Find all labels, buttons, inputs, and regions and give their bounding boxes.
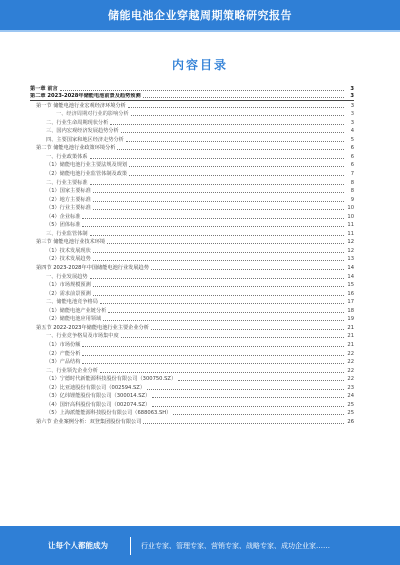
toc-entry-page: 14 [347, 273, 354, 280]
toc-entry-label: （3）亿纬锂能股份有限公司（300014.SZ） [46, 393, 151, 400]
toc-entry[interactable] [30, 195, 354, 204]
toc-entry[interactable] [30, 366, 354, 375]
toc-entry-label: 第二节 储能电池行业政策环境分析 [36, 145, 116, 152]
toc-entry[interactable] [30, 118, 354, 127]
toc-leader-dots [90, 235, 344, 236]
toc-entry[interactable] [30, 212, 354, 221]
toc-entry-page: 3 [350, 111, 354, 118]
toc-entry[interactable] [30, 161, 354, 170]
toc-leader-dots [147, 389, 344, 390]
toc-entry[interactable] [30, 187, 354, 196]
toc-leader-dots [93, 201, 344, 202]
toc-entry-label: （1）储能电池产业链分析 [46, 307, 107, 314]
toc-entry-page: 22 [347, 359, 354, 366]
toc-entry-label: （1）技术发展现状 [46, 247, 91, 254]
toc-leader-dots [110, 124, 344, 125]
toc-leader-dots [151, 269, 344, 270]
toc-entry-page: 11 [347, 230, 354, 237]
toc-leader-dots [173, 414, 344, 415]
toc-leader-dots [90, 278, 344, 279]
toc-entry[interactable] [30, 409, 354, 418]
toc-entry-page: 10 [347, 205, 354, 212]
toc-leader-dots [128, 107, 344, 108]
toc-leader-dots [93, 252, 344, 253]
header-divider [0, 30, 400, 32]
toc-entry-label: 一、行业竞争格局及市场集中度 [46, 333, 119, 340]
toc-entry[interactable] [30, 323, 354, 332]
toc-entry-page: 13 [347, 256, 354, 263]
toc-entry-label: 二、储能电池竞争格局 [46, 299, 98, 306]
toc-entry-page: 12 [347, 247, 354, 254]
toc-entry-page: 18 [347, 307, 354, 314]
toc-entry-page: 26 [347, 418, 354, 425]
toc-entry[interactable] [30, 417, 354, 426]
toc-entry-page: 7 [350, 171, 354, 178]
toc-leader-dots [151, 329, 344, 330]
toc-leader-dots [129, 166, 344, 167]
toc-entry-page: 10 [347, 213, 354, 220]
toc-entry[interactable] [30, 332, 354, 341]
toc-entry[interactable] [30, 238, 354, 247]
toc-entry[interactable] [30, 375, 354, 384]
toc-entry[interactable] [30, 144, 354, 153]
toc-leader-dots [93, 260, 344, 261]
toc-entry-label: （1）储能电池行业主要法规及规划 [46, 162, 128, 169]
toc-entry-page: 8 [350, 188, 354, 195]
toc-entry[interactable] [30, 289, 354, 298]
toc-entry-page: 23 [347, 384, 354, 391]
toc-entry[interactable] [30, 204, 354, 213]
toc-heading: 内容目录 [171, 58, 228, 72]
toc-entry[interactable] [30, 255, 354, 264]
toc-entry-label: 第五节 2022-2023年储能电池行业主要企业分析 [36, 324, 149, 331]
toc-entry-page: 9 [350, 196, 354, 203]
toc-entry[interactable] [30, 110, 354, 119]
toc-entry-page: 14 [347, 265, 354, 272]
toc-entry-label: （2）储能电池应用领域 [46, 316, 102, 323]
toc-entry-page: 3 [350, 85, 354, 92]
toc-entry-page: 22 [347, 367, 354, 374]
toc-entry[interactable] [30, 358, 354, 367]
toc-entry-page: 3 [350, 119, 354, 126]
footer-divider [130, 537, 131, 555]
toc-entry[interactable] [30, 400, 354, 409]
toc-entry[interactable] [30, 84, 354, 93]
toc-leader-dots [82, 363, 344, 364]
toc-entry[interactable] [30, 383, 354, 392]
toc-entry[interactable] [30, 306, 354, 315]
toc-leader-dots [126, 141, 344, 142]
toc-entry-page: 21 [347, 341, 354, 348]
toc-entry[interactable] [30, 246, 354, 255]
toc-entry-page: 5 [350, 136, 354, 143]
toc-leader-dots [117, 149, 344, 150]
toc-entry-label: （2）地方主要标准 [46, 196, 91, 203]
toc-entry[interactable] [30, 93, 354, 102]
toc-entry[interactable] [30, 135, 354, 144]
toc-entry[interactable] [30, 298, 354, 307]
toc-entry-label: 第六节 企业案例分析：双登集团股份有限公司 [36, 418, 142, 425]
toc-entry-label: 一、经济周期对行业的影响分析 [56, 111, 129, 118]
toc-entry-label: （2）产能分析 [46, 350, 81, 357]
toc-entry-page: 8 [350, 179, 354, 186]
table-of-contents [30, 84, 354, 426]
toc-leader-dots [121, 337, 344, 338]
toc-entry-label: （4）国轩高科股份有限公司（002074.SZ） [46, 401, 151, 408]
toc-leader-dots [152, 397, 344, 398]
toc-entry[interactable] [30, 229, 354, 238]
toc-entry[interactable] [30, 221, 354, 230]
toc-entry[interactable] [30, 127, 354, 136]
toc-entry[interactable] [30, 340, 354, 349]
toc-entry-label: （4）企业标准 [46, 213, 81, 220]
toc-entry-label: （3）行业主要标准 [46, 205, 91, 212]
toc-leader-dots [90, 158, 344, 159]
toc-leader-dots [93, 286, 344, 287]
toc-entry-label: 第二章 2023-2028年储能电池前景及趋势预测 [30, 93, 141, 100]
report-header [0, 0, 400, 30]
toc-leader-dots [121, 132, 344, 133]
toc-entry-label: 第一节 储能电池行业宏观经济环境分析 [36, 102, 126, 109]
toc-entry-page: 6 [350, 145, 354, 152]
toc-entry-label: （5）团体标准 [46, 222, 81, 229]
toc-entry-label: （2）储能电池行业监管体制及政策 [46, 171, 128, 178]
toc-entry-page: 21 [347, 333, 354, 340]
toc-entry-label: 二、行业生命周期现状分析 [46, 119, 109, 126]
toc-entry-label: （1）宁德时代新能源科技股份有限公司（300750.SZ） [46, 376, 177, 383]
toc-entry[interactable] [30, 178, 354, 187]
toc-entry-page: 15 [347, 282, 354, 289]
footer-slogan: 让每个人都能成为 [48, 541, 108, 550]
toc-entry[interactable] [30, 349, 354, 358]
toc-leader-dots [90, 184, 344, 185]
toc-leader-dots [93, 192, 344, 193]
toc-entry[interactable] [30, 101, 354, 110]
toc-leader-dots [82, 355, 344, 356]
toc-entry-page: 3 [350, 102, 354, 109]
toc-entry-label: 第一章 前言 [30, 85, 58, 92]
toc-entry-label: 三、行业监管体制 [46, 230, 88, 237]
toc-entry[interactable] [30, 263, 354, 272]
toc-leader-dots [129, 175, 344, 176]
toc-entry-page: 22 [347, 376, 354, 383]
toc-leader-dots [143, 97, 344, 98]
toc-entry-label: 二、行业主要标准 [46, 179, 88, 186]
toc-leader-dots [93, 209, 344, 210]
toc-entry-page: 22 [347, 350, 354, 357]
toc-entry-label: （2）比亚迪股份有限公司（002594.SZ） [46, 384, 146, 391]
toc-entry-label: （1）市场份额 [46, 341, 81, 348]
toc-leader-dots [178, 380, 344, 381]
toc-leader-dots [131, 115, 344, 116]
toc-leader-dots [107, 243, 344, 244]
toc-entry-page: 4 [350, 128, 354, 135]
toc-leader-dots [82, 226, 344, 227]
footer-tagline: 行业专家、管理专家、营销专家、战略专家、成功企业家…… [141, 541, 330, 550]
report-title: 储能电池企业穿越周期策略研究报告 [108, 9, 292, 22]
toc-leader-dots [60, 90, 344, 91]
toc-entry[interactable] [30, 272, 354, 281]
toc-entry-page: 16 [347, 290, 354, 297]
toc-entry-page: 11 [347, 222, 354, 229]
toc-entry-label: 二、行业领先企业分析 [46, 367, 98, 374]
toc-entry-label: 第三节 储能电池行业技术环境 [36, 239, 106, 246]
toc-leader-dots [108, 312, 344, 313]
toc-leader-dots [152, 406, 344, 407]
toc-entry-label: 四、主要国家和地区经济走势分析 [46, 136, 124, 143]
toc-entry-page: 17 [347, 299, 354, 306]
toc-entry-label: （1）市场规模预测 [46, 282, 91, 289]
toc-entry-label: （5）上海派能能源科技股份有限公司（688063.SH） [46, 410, 172, 417]
toc-leader-dots [82, 346, 344, 347]
toc-leader-dots [100, 372, 344, 373]
toc-leader-dots [103, 320, 344, 321]
toc-leader-dots [143, 423, 344, 424]
toc-entry-label: 第四节 2023-2028年中国储能电池行业发展趋势 [36, 265, 149, 272]
toc-entry-label: 一、行业政策体系 [46, 153, 88, 160]
toc-entry-label: （3）产品结构 [46, 359, 81, 366]
toc-leader-dots [82, 218, 344, 219]
toc-entry[interactable] [30, 392, 354, 401]
toc-leader-dots [93, 295, 344, 296]
toc-entry-page: 19 [347, 316, 354, 323]
toc-entry[interactable] [30, 152, 354, 161]
toc-entry-page: 12 [347, 239, 354, 246]
toc-entry-page: 25 [347, 401, 354, 408]
toc-entry[interactable] [30, 281, 354, 290]
toc-entry-label: （2）需求前景预测 [46, 290, 91, 297]
toc-entry-label: 三、国内宏观经济发展趋势分析 [46, 128, 119, 135]
toc-entry-page: 6 [350, 162, 354, 169]
toc-entry[interactable] [30, 169, 354, 178]
toc-entry-label: （2）技术发展趋势 [46, 256, 91, 263]
toc-entry-page: 21 [347, 324, 354, 331]
toc-entry-page: 24 [347, 393, 354, 400]
toc-entry-page: 3 [350, 93, 354, 100]
toc-entry-page: 25 [347, 410, 354, 417]
toc-leader-dots [100, 303, 344, 304]
toc-entry-label: （1）国家主要标准 [46, 188, 91, 195]
toc-entry[interactable] [30, 315, 354, 324]
toc-entry-page: 6 [350, 153, 354, 160]
report-footer [0, 526, 400, 565]
toc-entry-label: 一、行业发展趋势 [46, 273, 88, 280]
